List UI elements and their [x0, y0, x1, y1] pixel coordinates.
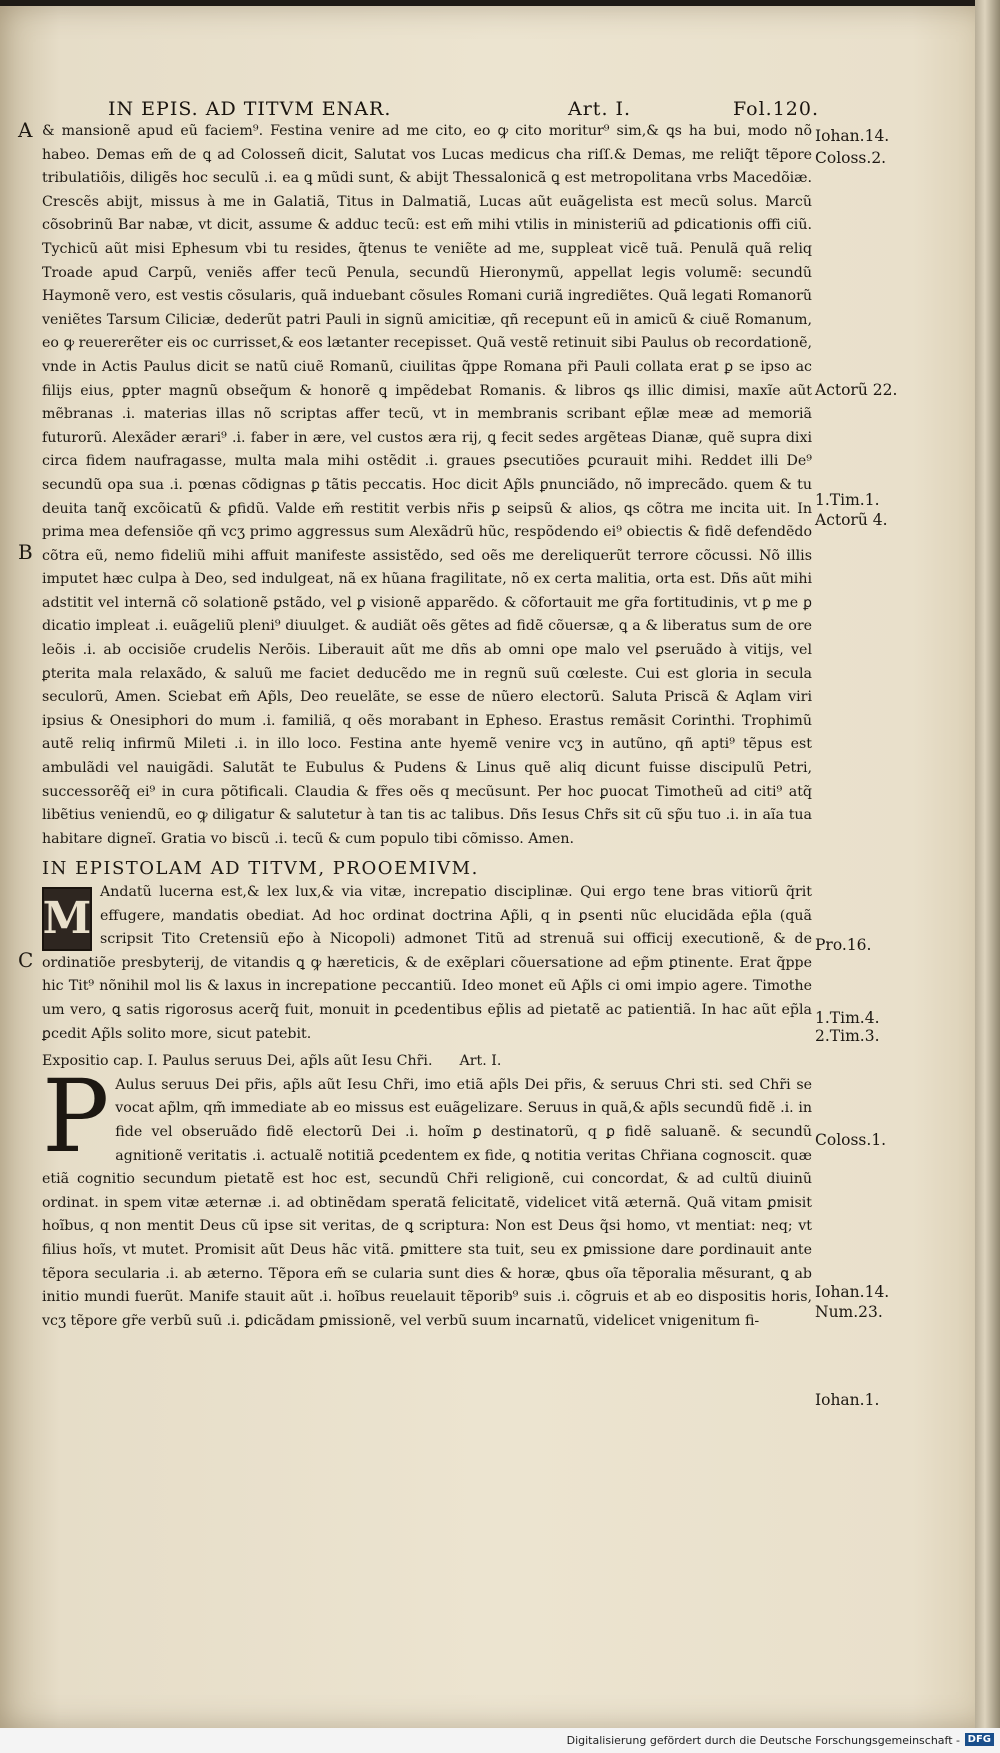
section-heading: IN EPISTOLAM AD TITVM, PROOEMIVM. [42, 858, 479, 880]
exposition-article: Art. I. [459, 1053, 502, 1070]
margin-note: Coloss.1. [815, 1131, 887, 1149]
folio-number: Fol.120. [733, 98, 820, 120]
drop-cap-initial: M [42, 887, 92, 951]
margin-note: Actorũ 4. [815, 511, 888, 529]
margin-note: Iohan.1. [815, 1391, 880, 1409]
commentary-paragraph: & mansionẽ apud eũ faciem⁹. Festina venire ad me cito, eo ꝙ cito moritur⁹ sim,& ꝗs ha bui, modo nõ habeo. Demas em̃ de ꝗ ad Colosseñ dicit, Salutat vos Lucas medicus cha riſſ.& Demas, me reliq̃t tẽpore tribulatiõis, diligẽs hoc seculũ .i. ea ꝗ mũdi sunt, & abijt Thessalonicã ꝗ est metropolitana vrbs Macedõiæ. Crescẽs abijt, missus à me in Galatiã, Titus in Dalmatiã, Lucas aũt euãgelista est mecũ solus. Marcũ cõsobrinũ Bar nabæ, vt dicit, assume & adduc tecũ: est em̃ mihi vtilis in ministeriũ ad ꝑdicationis offi ciũ. Tychicũ aũt misi Ephesum vbi tu resides, q̃tenus te veniẽte ad me, suppleat vicẽ tuã. Penulã quã reliq Troade apud Carpũ, veniẽs affer tecũ Penula, secundũ Hieronymũ, appellat legis volumẽ: secundũ Haymonẽ vero, est vestis cõsularis, quã induebant cõsules Romani curiã ingrediẽtes. Quã legati Romanorũ veniẽtes Tarsum Ciliciæ, dederũt patri Pauli in signũ amicitiæ, qñ recepunt eũ in amicũ & ciuẽ Romanum, eo ꝙ reuererẽter eis oc currisset,& eos lætanter recepisset. Quã vestẽ retinuit sibi Paulus ob recordationẽ, vnde in Actis Paulus dicit se natũ ciuẽ Romanũ, ciuilitas q̃ppe Romana pr̃i Pauli collata erat ꝑ se ipso ac filijs eius, ꝑpter magnũ obseq̃um & honorẽ ꝗ impẽdebat Romanis. & libros ꝗs illic dimisi, maxĩe aũt mẽbranas .i. materias illas nõ scriptas affer tecũ, vt in membranis scribant ep̃læ meæ ad memoriã futurorũ. Alexãder ærari⁹ .i. faber in ære, vel custos æra rij, ꝗ fecit sedes argẽteas Dianæ, quẽ supra dixi circa fidem naufragasse, multa mala mihi ostẽdit .i. graues ꝑsecutiões ꝑcurauit mihi. Reddet illi De⁹ secundũ opa sua .i. pœnas cõdignas ꝑ tãtis peccatis. Hoc dicit Ap̃ls ꝑnunciãdo, nõ imprecãdo. quem & tu deuita tanq̃ excõicatũ & ꝑfidũ. Valde em̃ restitit verbis nr̃is ꝑ seipsũ & alios, ꝗs cõtra me incita uit. In prima mea defensiõe qñ vcʒ primo aggressus sum Alexãdrũ hũc, respõdendo ei⁹ obiectis & fidẽ defendẽdo cõtra eũ, nemo fideliũ mihi affuit manifeste assistẽdo, sed oẽs me dereliquerũt terrore cõcussi. Nõ illis imputet hæc culpa à Deo, sed indulgeat, nã ex hũana fragilitate, nõ ex certa malitia, orta est. Dñs aũt mihi adstitit vel internã cõ solationẽ ꝑstãdo, vel ꝑ visionẽ apparẽdo. & cõfortauit me gr̃a fortitudinis, vt ꝑ me ꝑ dicatio impleat .i. euãgeliũ pleni⁹ diuulget. & audiãt oẽs gẽtes ad fidẽ cõuersæ, ꝗ a & liberatus sum de ore leõis .i. ab occisiõe crudelis Nerõis. Liberauit aũt me dñs ab omni ope malo vel ꝑseruãdo à vitijs, vel ꝑterita mala relaxãdo, & saluũ me faciet deducẽdo me in regnũ suũ cœleste. Cui est gloria in secula seculorũ, Amen. Sciebat em̃ Ap̃ls, Deo reuelãte, se esse de nũero electorũ. Saluta Priscã & Aqlam viri ipsius & Onesiphori do mum .i. familiã, q oẽs morabant in Epheso. Erastus remãsit Corinthi. Trophimũ autẽ reliq infirmũ Mileti .i. in illo loco. Festina ante hyemẽ venire vcʒ in autũno, qñ apti⁹ tẽpus est ambulãdi vel nauigãdi. Salutãt te Eubulus & Pudens & Linus quẽ aliq dicunt fuisse discipulũ Petri, successorẽq̃ ei⁹ in cura põtificali. Claudia & fr̃es oẽs q mecũsunt. Per hoc ꝑuocat Timotheũ ad citi⁹ atq̃ libẽtius veniendũ, eo ꝙ diligatur & salutetur à tan tis ac talibus. Dñs Iesus Chr̃s sit cũ sp̃u tuo .i. in aĩa tua habitare digneĩ. Gratia vo biscũ .i. tecũ & cum populo tibi cõmisso. Amen. [42, 123, 812, 847]
text-column [42, 120, 812, 1333]
section-letter-b: B [18, 540, 33, 564]
margin-note: Pro.16. [815, 936, 872, 954]
header-title: IN EPIS. AD TITVM ENAR. [108, 98, 392, 120]
margin-note: Iohan.14. [815, 127, 890, 145]
margin-note: Coloss.2. [815, 149, 887, 167]
margin-note: Iohan.14. [815, 1283, 890, 1301]
margin-note: 2.Tim.3. [815, 1027, 880, 1045]
exposition-label: Expositio cap. I. Paulus seruus Dei, ap̃ls aũt Iesu Chr̃i. [42, 1053, 433, 1070]
margin-note: Actorũ 22. [815, 381, 898, 399]
page-edge [975, 0, 1000, 1730]
margin-note: 1.Tim.4. [815, 1009, 880, 1027]
prooemium-text: Andatũ lucerna est,& lex lux,& via vitæ, increpatio disciplinæ. Qui ergo tene bras vitiorũ q̃rit effugere, mandatis obediat. Ad hoc ordinat doctrina Ap̃li, q in ꝑsenti nũc elucidãda ep̃la (quã scripsit Tito Cretensiũ ep̃o à Nicopoli) admonet Titũ ad strenuã sui officij executionẽ, & de ordinatiõe presbyterij, de vitandis ꝗ ꝙ hæreticis, & de exẽplari cõuersatione ad ep̃m ꝑtinente. Erat q̃ppe hic Tit⁹ nõnihil mol lis & laxus in increpatione peccantiũ. Ideo monet eũ Ap̃ls ci omi impio agere. Timothe um vero, ꝗ satis rigorosus acerq̃ fuit, monuit in ꝑcedentibus ep̃lis ad pietatẽ ac patientiã. In hac aũt ep̃la ꝑcedit Ap̃ls solito more, sicut patebit. [42, 884, 812, 1042]
dfg-logo: DFG [965, 1733, 994, 1746]
exposition-text: Aulus seruus Dei pr̃is, ap̃ls aũt Iesu Chr̃i, imo etiã ap̃ls Dei pr̃is, & seruus Chri sti. sed Chr̃i se vocat ap̃lm, qm̃ immediate ab eo missus est euãgelizare. Seruus in quã,& ap̃ls secundũ fidẽ .i. in fide vel obseruãdo fidẽ electorũ Dei .i. hoĩm ꝑ destinatorũ, q ꝑ fidẽ saluanẽ. & secundũ agnitionẽ veritatis .i. actualẽ notitiã ꝑcedentem ex fide, ꝗ notitia veritas Chr̃iana cognoscit. quæ etiã cognitio secundum pietatẽ est hoc est, secundũ Chr̃i religionẽ, cui concordat, & ad cultũ diuinũ ordinat. in spem vitæ æternæ .i. ad obtinẽdam speratã felicitatẽ, videlicet vitã æternã. Quã vitam ꝑmisit hoĩbus, q non mentit Deus cũ ipse sit veritas, de ꝗ scriptura: Non est Deus q̃si homo, vt mentiat: neq; vt filius hoĩs, vt mutet. Promisit aũt Deus hãc vitã. ꝑmittere sta tuit, seu ex ꝑmissione dare ꝑordinauit ante tẽpora secularia .i. ab æterno. Tẽpora em̃ se cularia sunt dies & horæ, ꝗbus oĩa tẽporalia mẽsurant, ꝗ ab initio mundi fuerũt. Manife stauit aũt .i. hoĩbus reuelauit tẽporib⁹ suis .i. cõgruis et ab eo dispositis horis, vcʒ tẽpore gr̃e verbũ suũ .i. ꝑdicãdam ꝑmissionẽ, vel verbũ suum incarnatũ, videlicet vnigenitum fi- [42, 1076, 812, 1329]
margin-note: 1.Tim.1. [815, 491, 880, 509]
section-letter-c: C [18, 948, 34, 972]
prooemium-paragraph [42, 881, 812, 1046]
large-initial: P [42, 1057, 110, 1175]
exposition-line [42, 1050, 812, 1074]
section-letter-a: A [18, 118, 33, 142]
header-article: Art. I. [568, 98, 632, 120]
margin-note: Num.23. [815, 1303, 883, 1321]
digitization-credit: Digitalisierung gefördert durch die Deutsche Forschungsgemeinschaft - [566, 1734, 960, 1747]
